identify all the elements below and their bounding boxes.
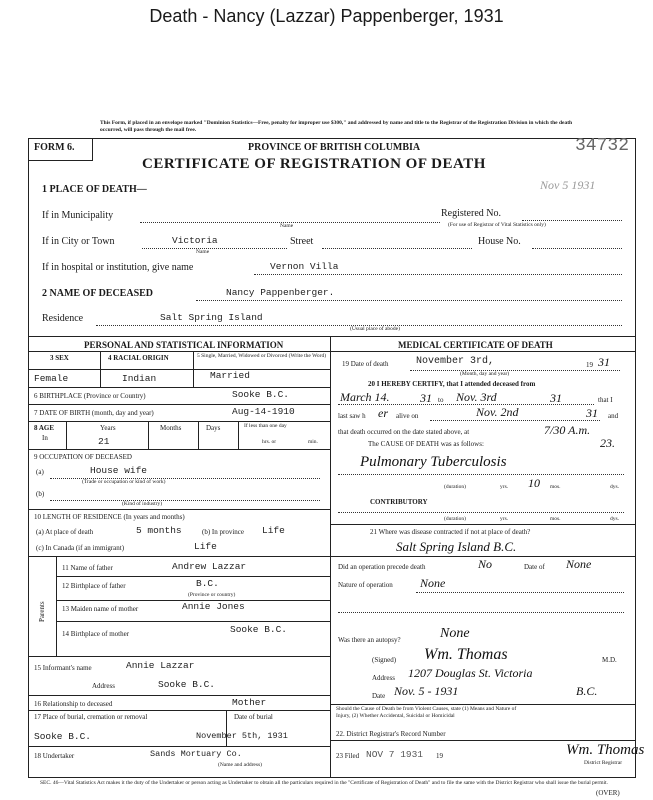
date-year-prefix: 19 <box>586 361 593 369</box>
in-canada-label: (c) In Canada (if an immigrant) <box>36 544 125 552</box>
house-no-label: House No. <box>478 236 521 247</box>
hrs-label: hrs. or <box>262 439 277 445</box>
city-line <box>142 248 287 249</box>
signed-label: (Signed) <box>372 656 397 664</box>
row3-mid-rule <box>28 369 330 370</box>
to-label: to <box>438 396 444 404</box>
violent-rule <box>330 704 636 705</box>
residence-hint: (Usual place of abode) <box>350 326 400 332</box>
op-nature-line <box>416 592 624 593</box>
birthplace-value: Sooke B.C. <box>232 389 290 400</box>
q21-value: Salt Spring Island B.C. <box>396 539 517 554</box>
row9-rule <box>28 509 330 510</box>
occupation-label: 9 OCCUPATION OF DECEASED <box>34 453 132 461</box>
mother-birthplace-value: Sooke B.C. <box>230 624 288 635</box>
filed-year-prefix: 19 <box>436 752 443 760</box>
informant-rule <box>28 695 330 696</box>
autopsy-value: None <box>440 626 470 641</box>
deceased-name-label: 2 NAME OF DECEASED <box>42 288 154 299</box>
that-i-label: that I <box>598 396 613 404</box>
occupation-hint: (Trade or occupation or kind of work) <box>82 479 166 485</box>
contributory-rule <box>330 524 636 525</box>
burial-label: 17 Place of burial, cremation or removal <box>34 713 148 721</box>
less-day-label: If less than one day <box>244 423 287 429</box>
undertaker-label: 18 Undertaker <box>34 752 75 760</box>
form-left-rule <box>28 138 29 778</box>
age-div-1 <box>66 421 67 449</box>
physician-signature: Wm. Thomas <box>424 646 508 663</box>
informant-address-value: Sooke B.C. <box>158 679 216 690</box>
occupation-value: House wife <box>90 465 148 476</box>
business-hint: (Kind of industry) <box>122 501 163 507</box>
informant-value: Annie Lazzar <box>126 660 195 671</box>
age-label: 8 AGE <box>34 424 55 432</box>
age-years-value: 21 <box>98 436 110 447</box>
city-name-hint: Name <box>196 249 210 255</box>
house-no-line <box>532 248 622 249</box>
birthplace-label: 6 BIRTHPLACE (Province or Country) <box>34 392 146 400</box>
duration-yrs-2: yrs. <box>500 516 509 522</box>
parents-label: Parents <box>38 601 46 622</box>
min-label: min. <box>308 439 318 445</box>
duration-dys: dys. <box>610 484 620 490</box>
burial-date-label: Date of burial <box>234 713 273 721</box>
relationship-value: Mother <box>232 697 267 708</box>
cert-date-label: Date <box>372 692 386 700</box>
certify-text: 20 I HEREBY CERTIFY, that I attended deceased from <box>368 380 536 388</box>
registration-number-stamp: 34732 <box>575 136 630 156</box>
row3-bottom-rule <box>28 387 330 388</box>
violent-causes-text: Should the Cause of Death be from Violent Causes, state (1) Means and Nature of Injury, (2) Whether Accidental, Suicidal or Homicidal <box>336 706 517 719</box>
personal-heading: PERSONAL AND STATISTICAL INFORMATION <box>84 340 284 350</box>
father-birthplace-value: B.C. <box>196 578 219 589</box>
death-time: 7/30 A.m. <box>544 423 591 437</box>
duration-yrs: yrs. <box>500 484 509 490</box>
row6-rule <box>28 404 330 405</box>
duration-mos-2: mos. <box>550 516 561 522</box>
registrar-rule <box>330 740 636 741</box>
father-value: Andrew Lazzar <box>172 561 247 572</box>
duration-mos: mos. <box>550 484 561 490</box>
cause-number: 23. <box>600 436 615 450</box>
street-line <box>322 248 472 249</box>
attended-to-year: 31 <box>550 391 562 405</box>
registrar-signature: Wm. Thomas <box>566 742 645 758</box>
last-saw-her: er <box>378 406 388 420</box>
parents-bottom-rule <box>28 656 330 657</box>
in-canada-value: Life <box>194 541 217 552</box>
street-label: Street <box>290 236 314 247</box>
form-number: FORM 6. <box>34 142 75 153</box>
page-header: Death - Nancy (Lazzar) Pappenberger, 1931 <box>149 6 504 26</box>
op-date-label: Date of <box>524 563 545 571</box>
physician-address: 1207 Douglas St. Victoria <box>408 666 533 680</box>
burial-date-value: November 5th, 1931 <box>196 731 288 741</box>
duration-label-2: (duration) <box>444 516 466 522</box>
at-place-value: 5 months <box>136 525 182 536</box>
form-no-rule <box>28 160 93 161</box>
certificate-title: CERTIFICATE OF REGISTRATION OF DEATH <box>142 156 486 172</box>
date-of-death-line <box>410 370 620 371</box>
age-div-4 <box>238 421 239 449</box>
duration-months: 10 <box>528 476 540 490</box>
race-label: 4 RACIAL ORIGIN <box>108 354 169 362</box>
age-div-2 <box>148 421 149 449</box>
op-nature-label: Nature of operation <box>338 581 393 589</box>
form-no-divider <box>92 138 93 161</box>
days-label: Days <box>206 424 221 432</box>
informant-address-label: Address <box>92 682 115 690</box>
date-of-death-value: November 3rd, <box>416 356 495 367</box>
district-reg-number-label: 22. District Registrar's Record Number <box>336 730 446 738</box>
attended-from-year: 31 <box>420 391 432 405</box>
cause-line <box>338 474 624 475</box>
form-right-rule <box>635 138 636 778</box>
sex-label: 3 SEX <box>50 354 69 362</box>
place-of-death-label: 1 PLACE OF DEATH— <box>42 184 147 195</box>
sex-value: Female <box>34 373 69 384</box>
registered-no-hint: (For use of Registrar of Vital Statistics only) <box>448 222 546 228</box>
burial-place-value: Sooke B.C. <box>34 731 92 742</box>
deceased-name-line <box>196 300 622 301</box>
marital-label: 5 Single, Married, Widowed or Divorced (Write the Word) <box>197 353 327 359</box>
father-label: 11 Name of father <box>62 564 113 572</box>
marital-value: Married <box>210 370 250 381</box>
physician-address-label: Address <box>372 674 395 682</box>
bc-label: B.C. <box>576 684 598 698</box>
burial-rule <box>28 746 330 747</box>
duration-label: (duration) <box>444 484 466 490</box>
postal-notice: This Form, if placed in an envelope marked "Dominion Statistics—Free, penalty for improper use $300," and addressed by name and title to the Registrar of the Registration Division in which the death occurred, will pass through the mail free. <box>100 120 573 133</box>
row10-rule <box>28 556 330 557</box>
relationship-label: 16 Relationship to deceased <box>34 700 113 708</box>
over-label: (OVER) <box>596 789 620 797</box>
business-line <box>50 500 320 501</box>
form-top-rule <box>28 138 636 139</box>
filed-label: 23 Filed <box>336 752 360 760</box>
mother-birthplace-label: 14 Birthplace of mother <box>62 630 130 638</box>
date-of-death-year: 31 <box>598 355 610 369</box>
and-label: and <box>608 412 619 420</box>
city-label: If in City or Town <box>42 236 115 247</box>
dob-value: Aug-14-1910 <box>232 406 295 417</box>
undertaker-hint: (Name and address) <box>218 762 262 768</box>
mother-rule <box>56 621 330 622</box>
alive-line <box>430 420 600 421</box>
alive-on-label: alive on <box>396 412 419 420</box>
informant-label: 15 Informant's name <box>34 664 92 672</box>
in-province-value: Life <box>262 525 285 536</box>
city-value: Victoria <box>172 235 218 246</box>
deceased-name-value: Nancy Pappenberger. <box>226 287 335 298</box>
registrar-stamp: Nov 5 1931 <box>540 178 596 192</box>
op-nature-value: None <box>420 576 446 590</box>
registered-no-label: Registered No. <box>441 208 501 219</box>
age-div-3 <box>198 421 199 449</box>
table-heading-rule <box>28 351 636 352</box>
q21-label: 21 Where was disease contracted if not at place of death? <box>370 528 531 536</box>
registered-no-line <box>522 220 622 221</box>
dob-label: 7 DATE OF BIRTH (month, day and year) <box>34 409 154 417</box>
hospital-line <box>254 274 622 275</box>
mother-value: Annie Jones <box>182 601 245 612</box>
duration-dys-2: dys. <box>610 516 620 522</box>
parents-divider <box>56 556 57 656</box>
table-top-rule <box>28 336 636 337</box>
date-of-death-label: 19 Date of death <box>342 360 389 368</box>
op-blank-line <box>338 612 624 613</box>
md-label: M.D. <box>602 656 617 664</box>
relationship-rule <box>28 710 330 711</box>
row7-rule <box>28 421 330 422</box>
alive-year: 31 <box>586 406 598 420</box>
attended-line <box>338 404 594 405</box>
cert-date-value: Nov. 5 - 1931 <box>394 684 459 698</box>
medical-heading: MEDICAL CERTIFICATE OF DEATH <box>398 340 553 350</box>
death-occurred-label: that death occurred on the date stated above, at <box>338 428 470 436</box>
occupation-b: (b) <box>36 490 45 498</box>
hospital-label: If in hospital or institution, give name <box>42 262 194 273</box>
race-value: Indian <box>122 373 157 384</box>
prov-country-hint: (Province or country) <box>188 592 236 598</box>
father-rule <box>56 576 330 577</box>
contributory-line <box>338 512 624 513</box>
undertaker-value: Sands Mortuary Co. <box>150 749 242 759</box>
sec46-text: SEC. 46—Vital Statistics Act makes it the duty of the Undertaker or person acting as Undertaker to obtain all the particulars required in the "Certificate of Registration of Death" and to file the same with the District Registrar who shall issue the burial permit. <box>40 780 608 786</box>
cause-of-death: Pulmonary Tuberculosis <box>360 454 507 470</box>
form-bottom-rule <box>28 777 636 778</box>
province-title: PROVINCE OF BRITISH COLUMBIA <box>248 142 421 153</box>
years-label: Years <box>100 424 116 432</box>
residence-label: Residence <box>42 313 84 324</box>
residence-value: Salt Spring Island <box>160 312 263 323</box>
age-in-label: In <box>42 434 48 442</box>
hospital-value: Vernon Villa <box>270 261 339 272</box>
mother-label: 13 Maiden name of mother <box>62 605 139 613</box>
row8-rule <box>28 449 330 450</box>
contributory-label: CONTRIBUTORY <box>370 498 428 506</box>
at-place-label: (a) At place of death <box>36 528 94 536</box>
municipality-name-hint: Name <box>280 223 294 229</box>
date-of-death-hint: (Month, day and year) <box>460 371 510 377</box>
attended-from: March 14. <box>340 390 390 404</box>
months-label: Months <box>160 424 182 432</box>
cause-label: The CAUSE OF DEATH was as follows: <box>368 440 484 448</box>
father-birthplace-label: 12 Birthplace of father <box>62 582 126 590</box>
op-date-value: None <box>566 557 592 571</box>
operation-label: Did an operation precede death <box>338 563 426 571</box>
municipality-label: If in Municipality <box>42 210 114 221</box>
alive-date: Nov. 2nd <box>476 405 519 419</box>
district-registrar-label: District Registrar <box>584 760 623 766</box>
operation-value: No <box>478 557 493 571</box>
in-province-label: (b) In province <box>202 528 244 536</box>
autopsy-label: Was there an autopsy? <box>338 636 401 644</box>
filed-date-stamp: NOV 7 1931 <box>366 749 424 760</box>
occupation-a: (a) <box>36 468 44 476</box>
last-saw-label: last saw h <box>338 412 366 420</box>
attended-to: Nov. 3rd <box>456 390 497 404</box>
residence-length-label: 10 LENGTH OF RESIDENCE (In years and months) <box>34 513 185 521</box>
